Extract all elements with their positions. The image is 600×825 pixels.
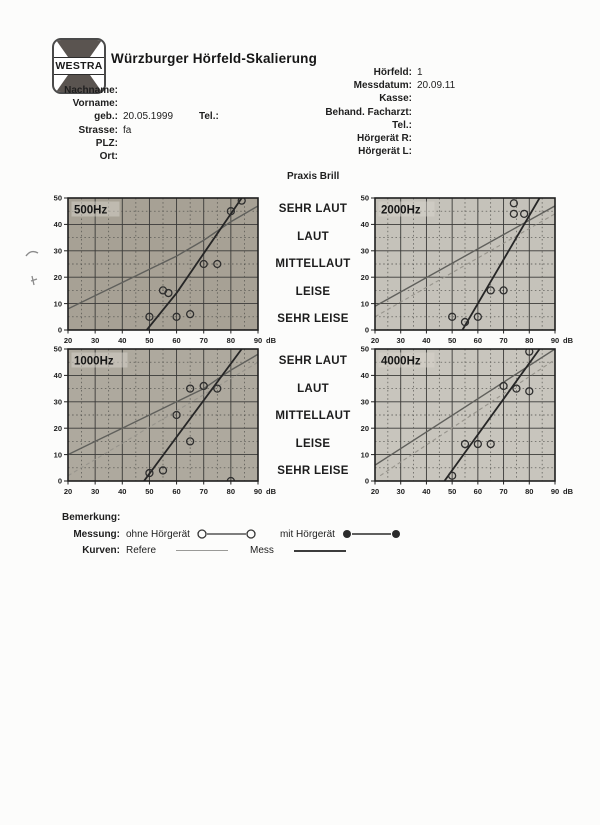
x-tick-label: 60 <box>172 336 181 345</box>
field-value <box>417 106 479 119</box>
loudness-label: SEHR LAUT <box>278 203 348 215</box>
chart-title: 4000Hz <box>381 355 421 368</box>
field-label: Hörfeld: <box>373 67 412 78</box>
field-row <box>298 145 588 158</box>
field-row <box>298 92 588 105</box>
chart-500hz <box>48 191 290 347</box>
y-tick-label: 10 <box>53 299 62 309</box>
logo-triangle-top-icon <box>54 40 104 57</box>
chart-1000hz <box>48 342 290 498</box>
field-value <box>224 110 286 123</box>
x-tick-label: 90 <box>550 487 560 496</box>
exam-info-right <box>298 66 588 158</box>
y-tick-label: 20 <box>360 272 369 282</box>
y-tick-label: 30 <box>360 397 369 407</box>
y-tick-label: 20 <box>53 272 62 282</box>
x-tick-label: 70 <box>499 487 508 496</box>
field-value <box>123 97 185 110</box>
x-tick-label: 80 <box>525 487 534 496</box>
field-label: Kasse: <box>379 93 412 105</box>
y-tick-label: 40 <box>53 371 62 381</box>
x-tick-label: 80 <box>525 336 534 345</box>
mit-hoergeraet-label: mit Hörgerät <box>279 528 335 540</box>
field-row <box>298 79 588 92</box>
field-value <box>417 119 479 132</box>
y-tick-label: 20 <box>360 423 369 433</box>
loudness-label: SEHR LEISE <box>277 313 349 325</box>
x-tick-label: 60 <box>172 487 181 496</box>
page-title: Würzburger Hörfeld-Skalierung <box>111 51 318 66</box>
y-tick-label: 0 <box>364 325 369 335</box>
y-tick-label: 20 <box>53 423 62 433</box>
ohne-hoergeraet-label: ohne Hörgerät <box>126 528 190 540</box>
chart-2000hz <box>355 191 597 347</box>
x-tick-label: 70 <box>199 487 208 496</box>
field-label: Messdatum: <box>353 80 412 92</box>
x-tick-label: 80 <box>226 336 236 345</box>
x-tick-label: 20 <box>63 336 73 345</box>
field-value <box>123 137 185 150</box>
field-label: Ort: <box>99 151 118 163</box>
x-tick-label: 60 <box>473 336 483 345</box>
chart-title: 500Hz <box>74 204 108 217</box>
y-tick-label: 0 <box>57 476 62 486</box>
field-row <box>38 150 308 163</box>
chart-title: 1000Hz <box>74 355 114 368</box>
loudness-label: LEISE <box>295 285 331 298</box>
field-label: Tel.: <box>392 119 412 131</box>
x-tick-label: 50 <box>447 487 457 496</box>
bemerkung-label: Bemerkung: <box>62 512 121 523</box>
chart-4000hz <box>355 342 597 498</box>
y-tick-label: 10 <box>53 450 62 460</box>
chart-title: 2000Hz <box>381 204 421 217</box>
y-tick-label: 30 <box>53 397 62 407</box>
patient-info-left <box>38 84 308 163</box>
x-axis-unit-label: dB <box>563 336 573 345</box>
x-tick-label: 20 <box>63 487 73 496</box>
y-tick-label: 40 <box>360 220 369 230</box>
field-value <box>123 150 185 163</box>
loudness-label: LAUT <box>297 382 329 395</box>
field-row <box>38 84 308 97</box>
field-row <box>298 106 588 119</box>
kurven-label: Kurven: <box>82 545 120 556</box>
open-circle-line-symbol-icon <box>196 528 258 540</box>
field-value <box>123 84 185 97</box>
field-label: Tel.: <box>199 111 219 123</box>
field-value <box>417 92 479 105</box>
x-axis-unit-label: dB <box>266 336 276 345</box>
field-value: 20.09.11 <box>417 80 456 92</box>
x-tick-label: 40 <box>422 487 431 496</box>
field-value: fa <box>123 124 132 136</box>
loudness-label: LAUT <box>297 230 329 243</box>
y-tick-label: 40 <box>53 220 62 230</box>
x-tick-label: 50 <box>145 487 154 496</box>
x-tick-label: 30 <box>90 487 100 496</box>
y-tick-label: 40 <box>360 371 369 381</box>
field-value: 1 <box>417 67 423 78</box>
y-tick-label: 0 <box>57 325 62 335</box>
messung-label: Messung: <box>73 528 120 540</box>
y-tick-label: 10 <box>360 450 369 460</box>
field-label: Hörgerät R: <box>356 133 412 145</box>
logo-text: WESTRA <box>54 57 104 75</box>
field-value <box>417 132 479 145</box>
loudness-label: SEHR LAUT <box>278 355 348 367</box>
field-value <box>417 145 479 158</box>
refere-label: Refere <box>126 545 157 556</box>
legend-messung-row <box>40 528 403 540</box>
x-tick-label: 40 <box>118 487 127 496</box>
x-axis-unit-label: dB <box>563 487 573 496</box>
field-row <box>298 132 588 145</box>
legend-kurven-row <box>40 545 346 556</box>
field-label: Nachname: <box>64 85 118 96</box>
loudness-scale-bottom <box>262 355 364 477</box>
mess-line-sample <box>294 550 346 552</box>
field-label: geb.: <box>94 111 118 123</box>
x-tick-label: 20 <box>370 336 380 345</box>
y-tick-label: 0 <box>364 476 369 486</box>
y-tick-label: 50 <box>360 344 369 354</box>
x-tick-label: 30 <box>90 336 100 345</box>
x-tick-label: 80 <box>226 487 236 496</box>
x-tick-label: 50 <box>447 336 457 345</box>
y-tick-label: 30 <box>53 246 62 256</box>
x-tick-label: 50 <box>145 336 154 345</box>
field-label: Strasse: <box>78 124 118 136</box>
x-tick-label: 40 <box>118 336 127 345</box>
refere-line-sample <box>176 550 228 551</box>
x-tick-label: 90 <box>253 487 263 496</box>
loudness-label: LEISE <box>295 437 331 450</box>
x-axis-unit-label: dB <box>266 487 276 496</box>
x-tick-label: 30 <box>396 487 405 496</box>
loudness-label: SEHR LEISE <box>277 465 349 477</box>
field-row <box>38 97 308 110</box>
mess-label: Mess <box>250 545 274 556</box>
praxis-line: Praxis Brill <box>287 171 340 182</box>
y-tick-label: 30 <box>360 246 369 256</box>
loudness-scale-top <box>262 203 364 325</box>
filled-circle-line-symbol-icon <box>341 528 403 540</box>
y-tick-label: 50 <box>360 193 369 203</box>
y-tick-label: 50 <box>53 193 62 203</box>
field-value: 20.05.1999 <box>123 111 174 123</box>
x-tick-label: 70 <box>199 336 208 345</box>
field-row <box>298 119 588 132</box>
x-tick-label: 70 <box>499 336 508 345</box>
field-label: Hörgerät L: <box>358 146 412 158</box>
handwritten-mark <box>24 248 42 295</box>
field-label: Behand. Facharzt: <box>325 106 412 118</box>
field-row <box>38 124 308 137</box>
field-row <box>298 66 588 79</box>
loudness-label: MITTELLAUT <box>275 410 351 422</box>
x-tick-label: 90 <box>550 336 560 345</box>
x-tick-label: 30 <box>396 336 405 345</box>
field-row <box>38 110 308 123</box>
x-tick-label: 60 <box>473 487 483 496</box>
x-tick-label: 20 <box>370 487 380 496</box>
y-tick-label: 50 <box>53 344 62 354</box>
x-tick-label: 40 <box>422 336 431 345</box>
field-label: Vorname: <box>72 98 118 110</box>
loudness-label: MITTELLAUT <box>275 258 351 270</box>
field-label: PLZ: <box>95 137 118 149</box>
field-row <box>38 137 308 150</box>
y-tick-label: 10 <box>360 299 369 309</box>
x-tick-label: 90 <box>253 336 263 345</box>
